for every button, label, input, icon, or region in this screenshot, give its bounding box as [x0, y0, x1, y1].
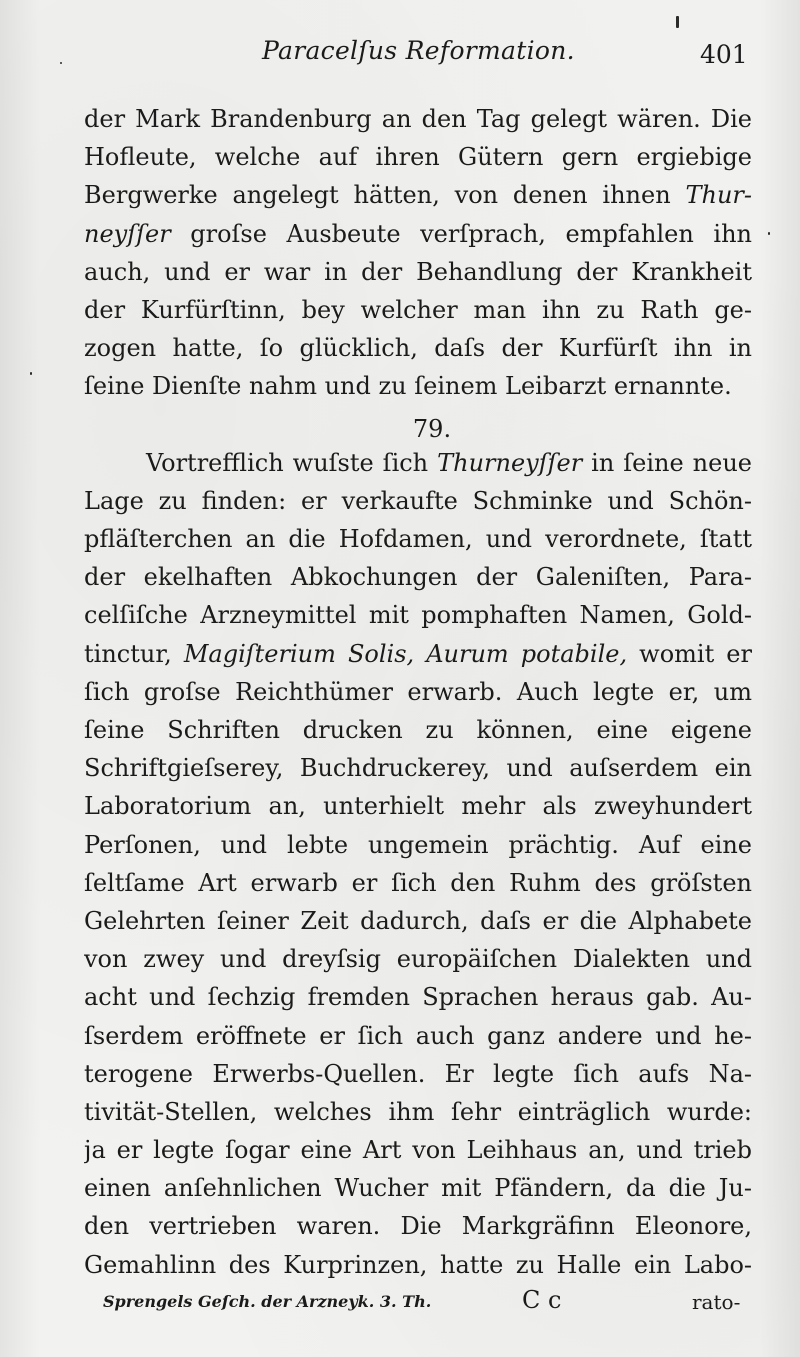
text-line	[84, 367, 752, 405]
text-run: Gelehrten ſeiner Zeit dadurch, daſs er die Alphabete	[84, 906, 752, 935]
ink-speck	[30, 372, 32, 375]
text-run: Gemahlinn des Kurprinzen, hatte zu Halle ein Labo-	[84, 1250, 752, 1279]
text-run: ſeltſame Art erwarb er ſich den Ruhm des gröſsten	[84, 868, 752, 897]
text-run: zogen hatte, ſo glücklich, daſs der Kurfürſt ihn in	[84, 334, 752, 363]
text-run: Schriftgieſserey, Buchdruckerey, und auſserdem ein	[84, 754, 752, 783]
text-line	[84, 291, 752, 329]
text-line	[84, 1131, 752, 1169]
text-line	[84, 215, 752, 253]
text-run: der Kurfürſtinn, bey welcher man ihn zu Rath ge-	[84, 295, 752, 324]
text-line	[84, 940, 752, 978]
text-run: terogene Erwerbs-Quellen. Er legte ſich aufs Na-	[84, 1059, 752, 1088]
italic-text: Thur-	[685, 181, 752, 210]
page-header	[0, 36, 800, 76]
text-line	[84, 100, 752, 138]
text-line	[84, 444, 752, 482]
text-line	[84, 520, 752, 558]
text-line	[84, 749, 752, 787]
section-number: 79.	[412, 414, 452, 443]
text-line	[84, 1169, 752, 1207]
text-run: Vortrefflich wuſste ſich	[146, 448, 438, 477]
text-line	[84, 902, 752, 940]
ink-speck	[676, 16, 679, 28]
text-line	[84, 787, 752, 825]
text-run: tivität-Stellen, welches ihm ſehr einträglich wurde:	[84, 1097, 752, 1126]
text-run: der ekelhaften Abkochungen der Galeniſten, Para-	[84, 563, 752, 592]
text-run: einen anſehnlichen Wucher mit Pfändern, da die Ju-	[84, 1174, 752, 1203]
text-line	[84, 1246, 752, 1284]
catchword: rato-	[692, 1290, 741, 1314]
text-line	[84, 1017, 752, 1055]
footer-source-line: Sprengels Geſch. der Arzneyk. 3. Th.	[103, 1292, 432, 1311]
italic-text: Magiſterium Solis, Aurum potabile,	[183, 639, 628, 668]
page-number: 401	[700, 40, 748, 69]
text-line	[84, 826, 752, 864]
text-run: acht und ſechzig fremden Sprachen heraus gab. Au-	[84, 983, 752, 1012]
paragraph-section-79	[84, 444, 752, 1284]
ink-speck	[768, 232, 770, 235]
text-run: Lage zu finden: er verkaufte Schminke und Schön-	[84, 486, 752, 515]
text-run: in ſeine neue	[582, 448, 752, 477]
text-run: auch, und er war in der Behandlung der Krankheit	[84, 257, 752, 286]
text-line	[84, 176, 752, 214]
text-line	[84, 329, 752, 367]
text-run: ſeine Dienſte nahm und zu ſeinem Leibarzt ernannte.	[84, 372, 732, 401]
text-line	[84, 635, 752, 673]
text-line	[84, 253, 752, 291]
text-line	[84, 558, 752, 596]
text-line	[84, 596, 752, 634]
text-run: tinctur,	[84, 639, 184, 668]
text-line	[84, 673, 752, 711]
text-run: der Mark Brandenburg an den Tag gelegt wären. Die	[84, 105, 752, 133]
paragraph-continued	[84, 100, 752, 406]
text-line	[84, 864, 752, 902]
text-line	[84, 1055, 752, 1093]
text-run: Laboratorium an, unterhielt mehr als zweyhundert	[84, 792, 752, 821]
italic-text: neyſſer	[84, 219, 171, 248]
text-run: Hofleute, welche auf ihren Gütern gern ergiebige	[84, 143, 752, 172]
text-line	[84, 1093, 752, 1131]
text-run: celſiſche Arzneymittel mit pomphaften Namen, Gold-	[84, 601, 752, 630]
text-line	[84, 482, 752, 520]
body-text	[84, 100, 752, 1284]
text-run: den vertrieben waren. Die Markgräfinn Eleonore,	[84, 1212, 752, 1241]
text-run: Bergwerke angelegt hätten, von denen ihnen	[84, 181, 686, 210]
text-run: ja er legte ſogar eine Art von Leihhaus an, und trieb	[84, 1136, 752, 1165]
text-line	[84, 138, 752, 176]
text-line	[84, 978, 752, 1016]
text-run: pfläſterchen an die Hofdamen, und verordnete, ſtatt	[84, 525, 752, 554]
text-run: groſse Ausbeute verſprach, empfahlen ihn	[170, 219, 752, 248]
text-run: ſserdem eröffnete er ſich auch ganz andere und he-	[84, 1021, 752, 1050]
italic-text: Thurneyſſer	[437, 448, 583, 477]
text-run: womit er	[627, 639, 752, 668]
text-run: von zwey und dreyſsig europäiſchen Dialekten und	[84, 945, 752, 974]
text-run: ſeine Schriften drucken zu können, eine eigene	[84, 716, 752, 744]
text-line	[84, 1207, 752, 1245]
text-run: Perſonen, und lebte ungemein prächtig. Auf eine	[84, 830, 752, 859]
running-title: Paracelſus Reformation.	[262, 36, 575, 65]
ink-speck	[60, 62, 62, 64]
text-line	[84, 711, 752, 749]
text-run: ſich groſse Reichthümer erwarb. Auch legte er, um	[84, 677, 752, 706]
page-footer	[0, 1286, 800, 1324]
signature-mark: C c	[522, 1286, 562, 1314]
